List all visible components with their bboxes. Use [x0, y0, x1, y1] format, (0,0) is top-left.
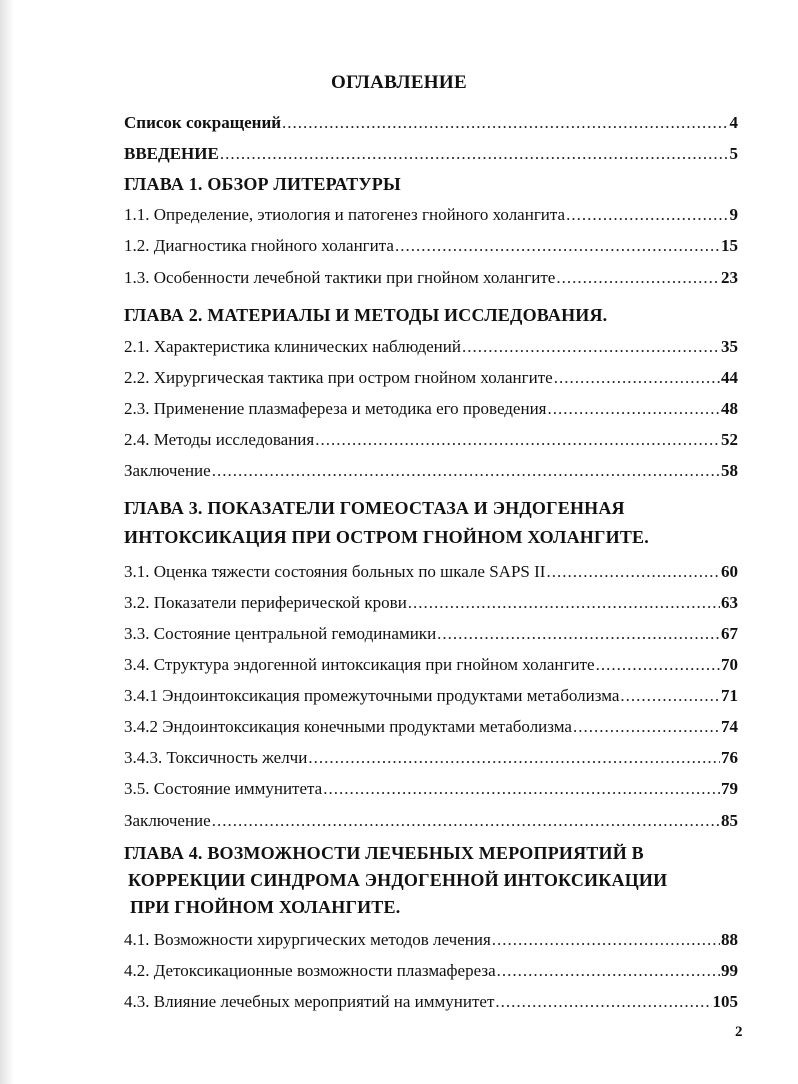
- toc-entry-introduction: ВВЕДЕНИЕ ..... 5: [124, 143, 738, 167]
- chapter-heading-4-line-2: КОРРЕКЦИИ СИНДРОМА ЭНДОГЕННОЙ ИНТОКСИКАЦИИ: [128, 870, 668, 890]
- toc-entry-3-4-2: 3.4.2 Эндоинтоксикация конечными продуктами метаболизма ..... 74: [124, 716, 738, 740]
- toc-entry-3-1: 3.1. Оценка тяжести состояния больных по шкале SAPS II ..... 60: [124, 561, 738, 585]
- toc-entry-4-2: 4.2. Детоксикационные возможности плазмафереза ..... 99: [124, 960, 738, 984]
- toc-entry-conclusion-2: Заключение ..... 58: [124, 460, 738, 484]
- chapter-heading-3-line-1: ГЛАВА 3. ПОКАЗАТЕЛИ ГОМЕОСТАЗА И ЭНДОГЕННАЯ: [124, 498, 625, 518]
- toc-entry-4-3: 4.3. Влияние лечебных мероприятий на иммунитет ..... 105: [124, 991, 738, 1015]
- toc-entry-3-4-1: 3.4.1 Эндоинтоксикация промежуточными продуктами метаболизма ..... 71: [124, 685, 738, 709]
- toc-entry-conclusion-3: Заключение ..... 85: [124, 810, 738, 834]
- toc-entry-1-1: 1.1. Определение, этиология и патогенез гнойного холангита ..... 9: [124, 204, 738, 228]
- chapter-heading-1: ГЛАВА 1. ОБЗОР ЛИТЕРАТУРЫ: [124, 174, 401, 194]
- toc-entry-1-2: 1.2. Диагностика гнойного холангита ..... 15: [124, 235, 738, 259]
- toc-entry-2-2: 2.2. Хирургическая тактика при остром гнойном холангите ..... 44: [124, 367, 738, 391]
- toc-entry-3-4: 3.4. Структура эндогенной интоксикация при гнойном холангите ..... 70: [124, 654, 738, 678]
- chapter-heading-4-line-3: ПРИ ГНОЙНОМ ХОЛАНГИТЕ.: [130, 897, 401, 917]
- toc-entry-abbreviations: Список сокращений ..... 4: [124, 112, 738, 136]
- toc-entry-2-1: 2.1. Характеристика клинических наблюдений ..... 35: [124, 336, 738, 360]
- toc-entry-1-3: 1.3. Особенности лечебной тактики при гнойном холангите ..... 23: [124, 267, 738, 291]
- toc-entry-3-4-3: 3.4.3. Токсичность желчи ..... 76: [124, 747, 738, 771]
- chapter-heading-3-line-2: ИНТОКСИКАЦИЯ ПРИ ОСТРОМ ГНОЙНОМ ХОЛАНГИТЕ.: [124, 527, 649, 547]
- page-number: 2: [735, 1024, 743, 1040]
- toc-entry-3-3: 3.3. Состояние центральной гемодинамики ..... 67: [124, 623, 738, 647]
- chapter-heading-4-line-1: ГЛАВА 4. ВОЗМОЖНОСТИ ЛЕЧЕБНЫХ МЕРОПРИЯТИЙ В: [124, 843, 644, 863]
- chapter-heading-2: ГЛАВА 2. МАТЕРИАЛЫ И МЕТОДЫ ИССЛЕДОВАНИЯ.: [124, 305, 608, 325]
- toc-entry-3-2: 3.2. Показатели периферической крови ..... 63: [124, 592, 738, 616]
- toc-entry-2-4: 2.4. Методы исследования ..... 52: [124, 429, 738, 453]
- toc-title: ОГЛАВЛЕНИЕ: [331, 72, 467, 93]
- toc-entry-4-1: 4.1. Возможности хирургических методов лечения ..... 88: [124, 929, 738, 953]
- toc-entry-3-5: 3.5. Состояние иммунитета ..... 79: [124, 778, 738, 802]
- toc-entry-2-3: 2.3. Применение плазмафереза и методика его проведения ..... 48: [124, 398, 738, 422]
